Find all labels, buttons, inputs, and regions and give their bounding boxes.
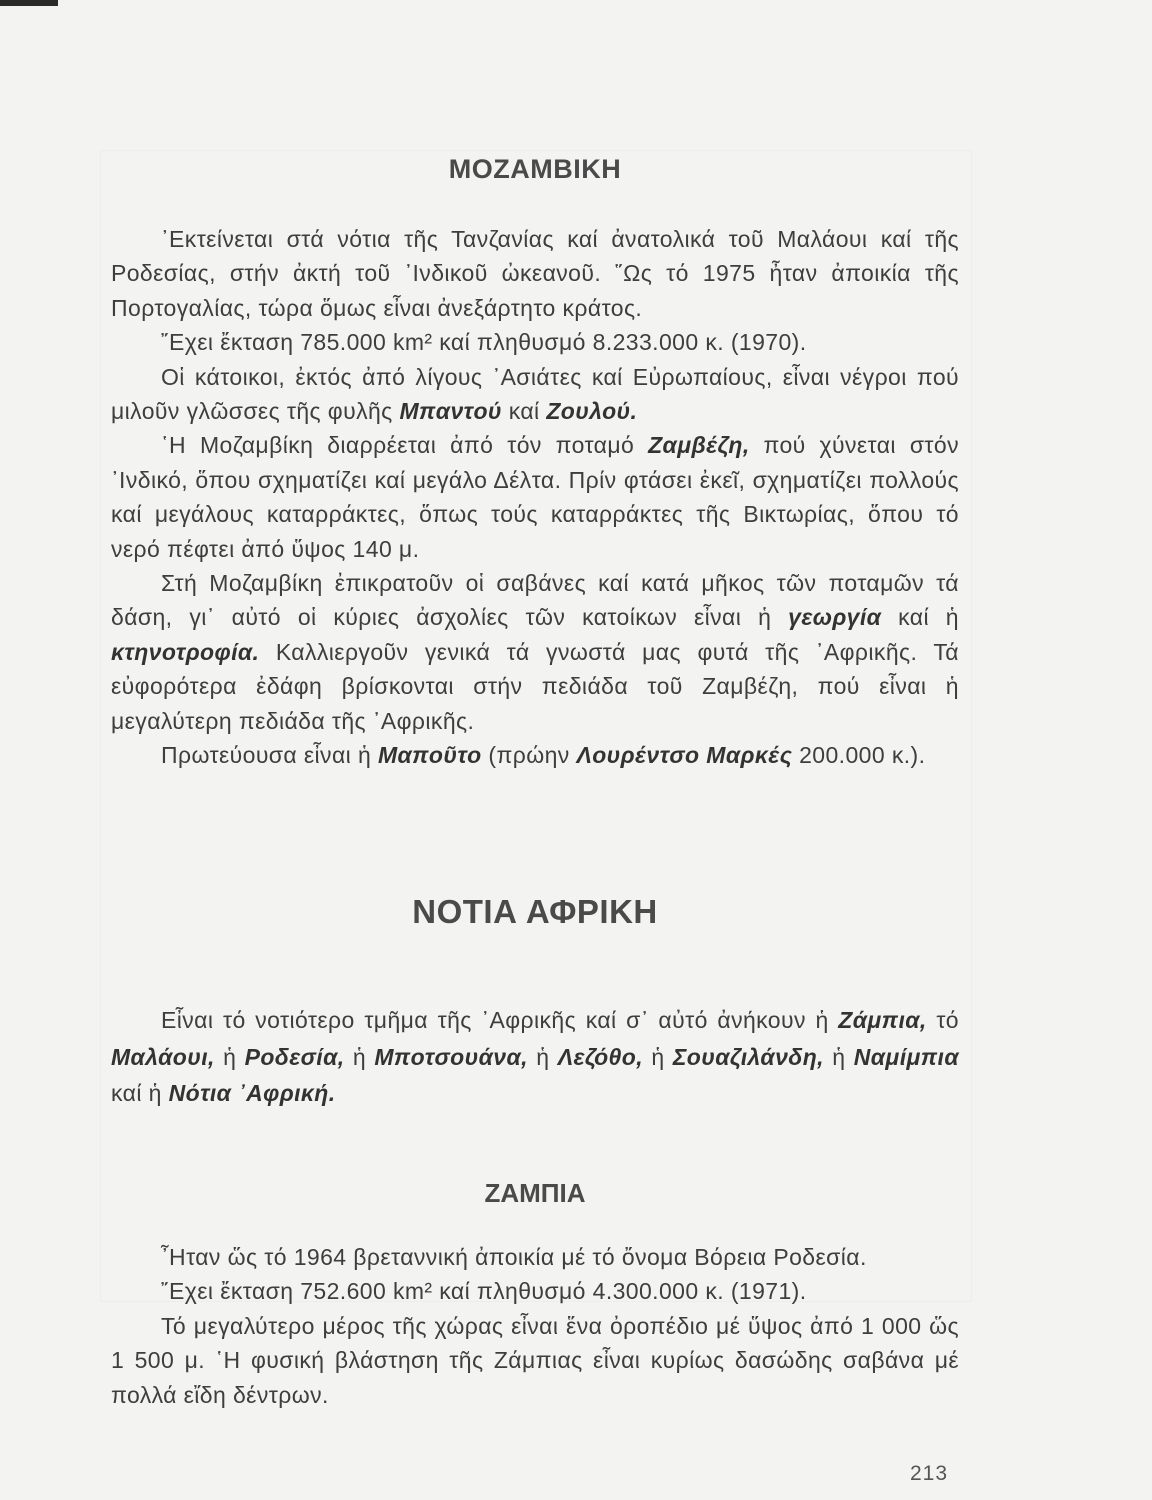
river-zambezi: Ζαμβέζη,	[648, 432, 750, 459]
zambia-paragraph-history: ῏Ηταν ὥς τό 1964 βρεταννική ἀποικία μέ τό ὄνομα Βόρεια Ροδεσία.	[161, 1244, 867, 1270]
mozambique-paragraph-location: ᾽Εκτείνεται στά νότια τῆς Τανζανίας καί ἀνατολικά τοῦ Μαλάουι καί τῆς Ροδεσίας, στήν ἀκτή τοῦ ᾽Ινδικοῦ ὠκεανοῦ. ῞Ως τό 1975 ἦταν ἀποικία τῆς Πορτογαλίας, τώρα ὅμως εἶναι ἀνεξάρτητο κράτος.	[111, 226, 959, 321]
section-title-zambia: ΖΑΜΠΙΑ	[484, 1178, 586, 1208]
country-malawi: Μαλάουι,	[111, 1043, 215, 1070]
page-number: 213	[910, 1462, 949, 1485]
term-agriculture: γεωργία	[788, 604, 882, 631]
section-title-mozambique: ΜΟΖΑΜΒΙΚΗ	[448, 154, 622, 184]
mozambique-paragraph-capital: Πρωτεύουσα εἶναι ἡ Μαποῦτο (πρώην Λουρέντσο Μαρκές 200.000 κ.).	[161, 742, 926, 769]
tribe-bantu: Μπαντού	[399, 398, 502, 425]
former-name-lourenco-marques: Λουρέντσο Μαρκές	[576, 742, 793, 769]
southern-africa-body	[111, 1002, 959, 1112]
mozambique-body	[111, 222, 959, 773]
mozambique-paragraph-river: ῾Η Μοζαμβίκη διαρρέεται ἀπό τόν ποταμό Ζαμβέζη, πού χύνεται στόν ᾽Ινδικό, ὅπου σχηματίζει καί μεγάλο Δέλτα. Πρίν φτάσει ἐκεῖ, σχηματίζει πολλούς καί μεγάλους καταρράκτες, ὅπως τούς καταρράκτες τῆς Βικτωρίας, ὅπου τό νερό πέφτει ἀπό ὕψος 140 μ.	[111, 432, 959, 562]
zambia-paragraph-area: ῎Εχει ἔκταση 752.600 km² καί πληθυσμό 4.300.000 κ. (1971).	[161, 1278, 807, 1305]
term-livestock: κτηνοτροφία.	[111, 638, 260, 665]
section-title-southern-africa: ΝΟΤΙΑ ΑΦΡΙΚΗ	[412, 893, 658, 930]
country-zambia: Ζάμπια,	[838, 1007, 927, 1033]
zambia-body	[111, 1240, 959, 1412]
capital-maputo: Μαποῦτο	[377, 742, 482, 769]
country-rhodesia: Ροδεσία,	[244, 1043, 345, 1070]
mozambique-paragraph-economy: Στή Μοζαμβίκη ἐπικρατοῦν οἱ σαβάνες καί κατά μῆκος τῶν ποταμῶν τά δάση, γι᾽ αὐτό οἱ κύριες ἀσχολίες τῶν κατοίκων εἶναι ἡ γεωργία καί ἡ κτηνοτροφία. Καλλιεργοῦν γενικά τά γνωστά μας φυτά τῆς ᾽Αφρικῆς. Τά εὐφορότερα ἐδάφη βρίσκονται στήν πεδιάδα τοῦ Ζαμβέζη, πού εἶναι ἡ μεγαλύτερη πεδιάδα τῆς ᾽Αφρικῆς.	[111, 570, 959, 734]
country-lesotho: Λεζόθο,	[557, 1043, 644, 1070]
mozambique-paragraph-area: ῎Εχει ἔκταση 785.000 km² καί πληθυσμό 8.233.000 κ. (1970).	[161, 329, 807, 356]
country-south-africa: Νότια ᾽Αφρική.	[168, 1080, 336, 1106]
mozambique-paragraph-people: Οἱ κάτοικοι, ἐκτός ἀπό λίγους ᾽Ασιάτες καί Εὐρωπαίους, εἶναι νέγροι πού μιλοῦν γλῶσσες τῆς φυλῆς Μπαντού καί Ζουλού.	[111, 363, 959, 425]
zambia-paragraph-landscape: Τό μεγαλύτερο μέρος τῆς χώρας εἶναι ἕνα ὀροπέδιο μέ ὕψος ἀπό 1 000 ὥς 1 500 μ. ῾Η φυσική βλάστηση τῆς Ζάμπιας εἶναι κυρίως δασώδης σαβάνα μέ πολλά εἴδη δέντρων.	[111, 1312, 959, 1408]
southern-africa-paragraph-countries: Εἶναι τό νοτιότερο τμῆμα τῆς ᾽Αφρικῆς καί σ᾽ αὐτό ἀνήκουν ἡ Ζάμπια, τό Μαλάουι, ἡ Ροδεσία, ἡ Μποτσουάνα, ἡ Λεζόθο, ἡ Σουαζιλάνδη, ἡ Ναμίμπια καί ἡ Νότια ᾽Αφρική.	[111, 1007, 959, 1106]
scan-corner-mark	[0, 0, 58, 6]
tribe-zulu: Ζουλού.	[546, 398, 638, 425]
country-swaziland: Σουαζιλάνδη,	[672, 1043, 824, 1070]
country-namibia: Ναμίμπια	[853, 1043, 959, 1070]
country-botswana: Μποτσουάνα,	[374, 1043, 528, 1070]
